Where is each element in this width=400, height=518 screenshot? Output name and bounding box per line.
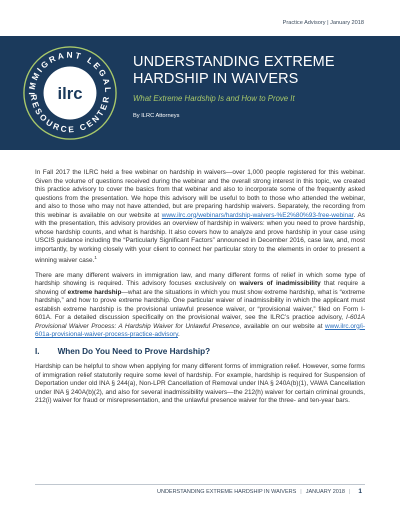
scope-paragraph <box>35 272 365 340</box>
section-paragraph: Hardship can be helpful to show when applying for many different forms of immigration relief. However, some forms of immigration relief statutorily require some level of hardship. For example, hardship is required for Suspension of Deportation under old INA § 244(a), Non-LPR Cancellation of Removal under INA § 240A(b)(1), VAWA Cancellation under INA § 240A(b)(2), and also for several inadmissibility waivers—the 212(h) waiver for certain criminal grounds, 212(i) waiver for fraud or misrepresentation, and the unlawful presence waiver for the three- and ten-year bars. <box>35 363 365 405</box>
footer-separator: | <box>300 488 302 495</box>
logo-wordmark: ilrc <box>57 83 83 103</box>
intro-text-b: . As with the presentation, this advisory provides an overview of hardship in waivers: when you need to prove hardship, whose hardship counts, and what is hardship. It also covers how to analyze and prove hardship in your case using USCIS guidance including the “Particularly Significant Factors” announced in December 2016, case law, and, most importantly, by working closely with your client to connect her particular story to the elements in order to present a winning waiver case. <box>35 211 365 265</box>
footer-date: JANUARY 2018 <box>305 488 345 495</box>
logo-ring-bottom-text: RESOURCE CENTER <box>28 93 112 135</box>
intro-paragraph <box>35 169 365 266</box>
scope-text-b: that require a showing of <box>35 280 365 296</box>
advisory-meta: Practice Advisory | January 2018 <box>282 20 364 26</box>
scope-bold-hardship: extreme hardship <box>67 288 122 296</box>
document-body <box>35 169 365 412</box>
page-footer <box>157 488 362 495</box>
ilrc-logo <box>21 44 119 142</box>
section-title: When Do You Need to Prove Hardship? <box>57 346 211 356</box>
page-header <box>0 0 400 36</box>
document-subtitle: What Extreme Hardship Is and How to Prove It <box>133 94 295 103</box>
scope-text-e: . <box>178 331 180 339</box>
footnote-ref[interactable]: 1 <box>94 255 97 260</box>
scope-text-c: —what are the situations in which you must show extreme hardship, what is “extreme hardship,” and how to prove extreme hardship. One particular waiver of inadmissibility in which the applicant must establish extreme hardship is the provisional unlawful presence waiver, or “provisional waiver,” filed on Form I-601A. For a detailed discussion specifically on the provisional waiver, see the ILRC’s practice advisory, <box>35 288 365 322</box>
page-number: 1 <box>358 488 362 495</box>
footer-title: UNDERSTANDING EXTREME HARDSHIP IN WAIVERS <box>157 488 297 495</box>
footer-divider <box>35 484 365 485</box>
intro-text-a: In Fall 2017 the ILRC held a free webinar on hardship in waivers—over 1,000 people registered for this webinar. Given the volume of questions received during the webinar and the overall strong interest in this topic, we created this practice advisory to cover the basics from that webinar and also to incorporate some of the frequently asked questions from the presentation. We hope this advisory will be useful to both to those who attended the webinar, and also to those who may not have attended, but are preparing hardship waivers. Separately, the recording from this webinar is available on our website at <box>35 169 365 219</box>
section-heading <box>35 348 365 357</box>
provisional-waiver-link[interactable]: www.ilrc.org/i-601a-provisional-waiver-process-practice-advisory <box>35 322 366 339</box>
title-banner <box>0 36 400 150</box>
webinar-link[interactable]: www.ilrc.org/webinars/hardship-waivers-%E2%80%93-free-webinar <box>161 211 354 219</box>
scope-bold-waivers: waivers of inadmissibility <box>239 280 321 288</box>
advisory-title-ref: I-601A Provisional Waiver Process: A Hardship Waiver for Unlawful Presence <box>35 314 365 330</box>
section-number: I. <box>35 346 40 356</box>
scope-text-a: There are many different waivers in immigration law, and many different forms of relief in which some type of hardship showing is required. This advisory focuses exclusively on <box>35 271 365 288</box>
document-author: By ILRC Attorneys <box>133 113 180 119</box>
scope-text-d: , available on our website at <box>239 322 325 330</box>
footer-separator-2: | <box>348 488 351 495</box>
logo-ring-top-text: IMMIGRANT LEGAL <box>26 49 114 95</box>
document-title: UNDERSTANDING EXTREME HARDSHIP IN WAIVERS <box>133 54 335 87</box>
